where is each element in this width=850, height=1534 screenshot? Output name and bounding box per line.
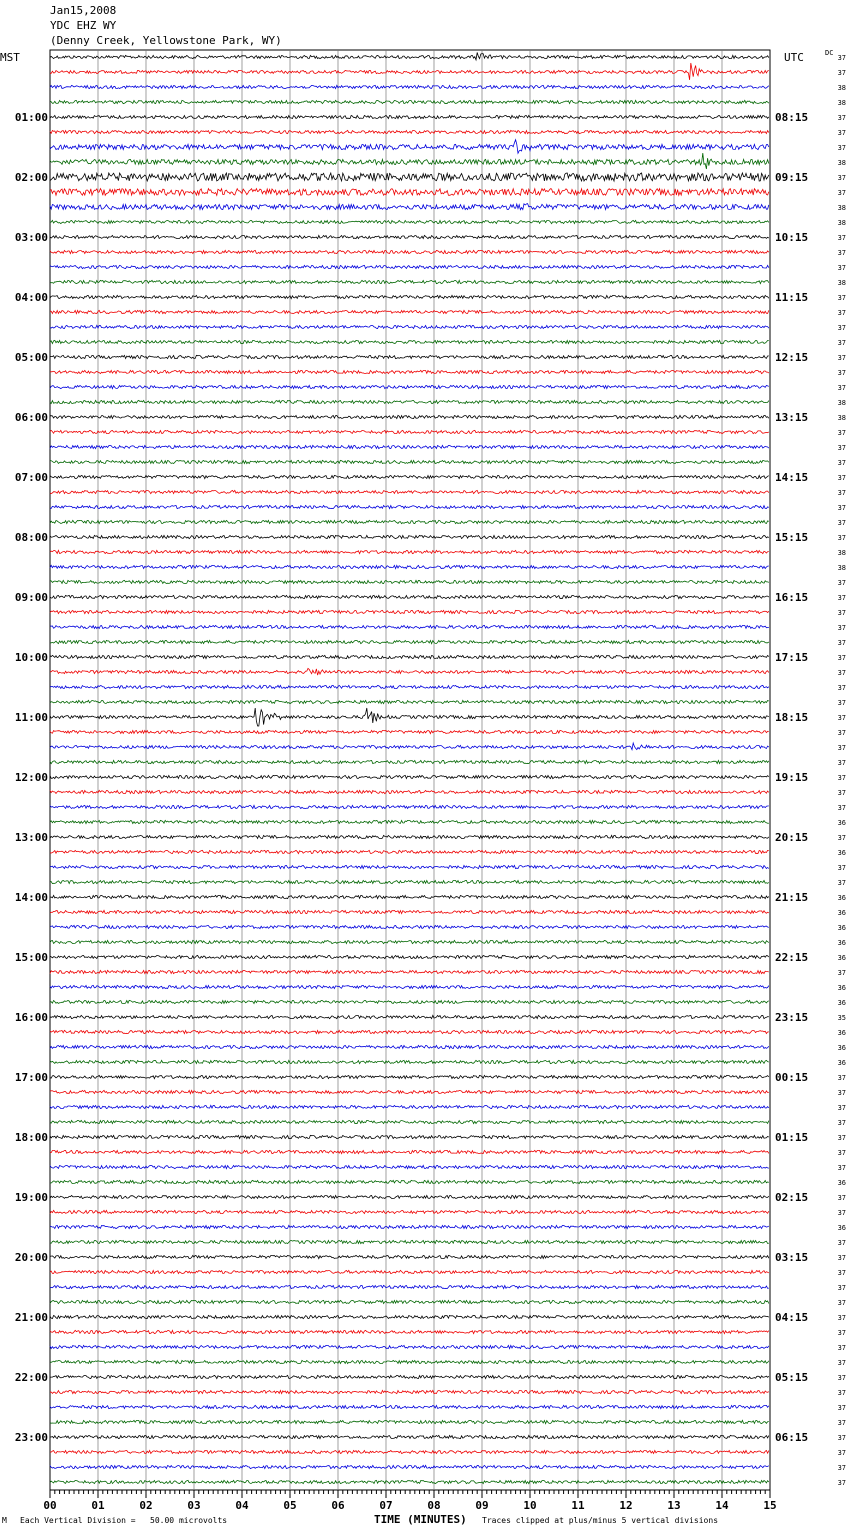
dc-offset-label: 38	[837, 414, 846, 422]
right-hour-label: 21:15	[775, 891, 809, 904]
right-hour-label: 02:15	[775, 1191, 809, 1204]
dc-offset-label: 37	[837, 1404, 846, 1412]
trace-line	[50, 1045, 769, 1048]
x-tick-label: 06	[331, 1499, 345, 1512]
dc-offset-label: 37	[837, 699, 846, 707]
trace-line	[50, 565, 769, 568]
dc-offset-label: 37	[837, 174, 846, 182]
dc-offset-label: 37	[837, 354, 846, 362]
left-hour-label: 19:00	[14, 1191, 48, 1204]
trace-line	[50, 1015, 769, 1018]
scale-note: Each Vertical Division = 50.00 microvolts	[20, 1516, 228, 1525]
station-code: YDC EHZ WY	[50, 19, 117, 32]
dc-offset-label: 37	[837, 69, 846, 77]
trace-line	[50, 1285, 769, 1288]
dc-offset-label: 37	[837, 114, 846, 122]
trace-line	[50, 415, 769, 418]
x-tick-label: 12	[619, 1499, 633, 1512]
trace-line	[50, 1390, 769, 1393]
trace-line	[50, 460, 769, 463]
trace-line	[50, 1000, 769, 1003]
dc-offset-label: 37	[837, 789, 846, 797]
x-tick-label: 02	[139, 1499, 153, 1512]
dc-offset-label: 37	[837, 759, 846, 767]
trace-line	[50, 910, 769, 913]
dc-offset-label: 36	[837, 1059, 846, 1067]
dc-offset-label: 37	[837, 774, 846, 782]
trace-line	[50, 1315, 769, 1318]
trace-line	[50, 1180, 769, 1183]
trace-line	[50, 115, 769, 118]
footer-mark: M	[2, 1516, 7, 1525]
right-hour-label: 15:15	[775, 531, 809, 544]
trace-line	[50, 850, 769, 853]
trace-line	[50, 265, 769, 268]
dc-offset-label: 37	[837, 639, 846, 647]
dc-offset-label: 37	[837, 309, 846, 317]
trace-line	[50, 730, 769, 733]
x-tick-label: 03	[187, 1499, 201, 1512]
left-hour-label: 23:00	[14, 1431, 48, 1444]
trace-line	[50, 1465, 769, 1468]
trace-line	[50, 100, 769, 103]
dc-offset-label: 37	[837, 429, 846, 437]
right-hour-label: 23:15	[775, 1011, 809, 1024]
right-timezone-label: UTC	[784, 51, 804, 64]
trace-line	[50, 250, 769, 253]
trace-line	[50, 445, 769, 448]
trace-line	[50, 895, 769, 898]
dc-offset-label: 37	[837, 129, 846, 137]
right-hour-label: 19:15	[775, 771, 809, 784]
right-hour-label: 09:15	[775, 171, 809, 184]
dc-column-label: DC	[825, 49, 834, 57]
dc-offset-label: 37	[837, 1464, 846, 1472]
left-hour-label: 16:00	[14, 1011, 48, 1024]
dc-offset-label: 37	[837, 519, 846, 527]
dc-offset-label: 37	[837, 1359, 846, 1367]
trace-line	[50, 1105, 769, 1108]
trace-line	[50, 668, 769, 675]
plot-frame	[50, 50, 770, 1490]
trace-line	[50, 310, 769, 313]
trace-line	[50, 580, 769, 583]
trace-line	[50, 1255, 769, 1258]
left-hour-label: 10:00	[14, 651, 48, 664]
trace-line	[50, 63, 769, 80]
trace-line	[50, 1450, 769, 1453]
trace-line	[50, 1135, 769, 1138]
trace-line	[50, 805, 769, 808]
dc-offset-label: 36	[837, 909, 846, 917]
dc-offset-label: 37	[837, 1089, 846, 1097]
right-hour-label: 11:15	[775, 291, 809, 304]
dc-offset-label: 37	[837, 1284, 846, 1292]
trace-line	[50, 550, 769, 553]
trace-line	[50, 655, 769, 658]
right-hour-label: 22:15	[775, 951, 809, 964]
dc-offset-label: 37	[837, 594, 846, 602]
dc-offset-label: 37	[837, 1344, 846, 1352]
left-hour-label: 17:00	[14, 1071, 48, 1084]
trace-line	[50, 743, 769, 750]
dc-offset-label: 37	[837, 1374, 846, 1382]
trace-line	[50, 1300, 769, 1303]
left-hour-label: 01:00	[14, 111, 48, 124]
dc-offset-label: 37	[837, 339, 846, 347]
dc-offset-label: 36	[837, 1044, 846, 1052]
trace-line	[50, 355, 769, 358]
trace-line	[50, 189, 769, 196]
trace-line	[50, 685, 769, 688]
trace-line	[50, 325, 769, 328]
dc-offset-label: 36	[837, 849, 846, 857]
left-hour-label: 11:00	[14, 711, 48, 724]
dc-offset-label: 37	[837, 384, 846, 392]
trace-line	[50, 940, 769, 943]
dc-offset-label: 37	[837, 834, 846, 842]
trace-line	[50, 1150, 769, 1153]
trace-line	[50, 1090, 769, 1093]
dc-offset-label: 37	[837, 609, 846, 617]
trace-line	[50, 490, 769, 493]
dc-offset-label: 37	[837, 144, 846, 152]
x-tick-label: 00	[43, 1499, 57, 1512]
trace-line	[50, 640, 769, 643]
trace-line	[50, 220, 769, 223]
x-tick-label: 14	[715, 1499, 729, 1512]
dc-offset-label: 36	[837, 1179, 846, 1187]
left-hour-label: 04:00	[14, 291, 48, 304]
dc-offset-label: 37	[837, 474, 846, 482]
right-hour-label: 20:15	[775, 831, 809, 844]
trace-line	[50, 708, 769, 726]
dc-offset-label: 37	[837, 534, 846, 542]
x-tick-label: 08	[427, 1499, 441, 1512]
dc-offset-label: 37	[837, 714, 846, 722]
x-axis-title: TIME (MINUTES)	[374, 1513, 467, 1526]
trace-line	[50, 130, 769, 133]
right-hour-label: 10:15	[775, 231, 809, 244]
dc-offset-label: 38	[837, 399, 846, 407]
trace-line	[50, 610, 769, 613]
trace-line	[50, 430, 769, 433]
trace-line	[50, 820, 769, 823]
trace-line	[50, 1120, 769, 1123]
trace-line	[50, 700, 769, 703]
trace-line	[50, 1240, 769, 1243]
right-hour-label: 17:15	[775, 651, 809, 664]
right-hour-label: 14:15	[775, 471, 809, 484]
left-hour-label: 21:00	[14, 1311, 48, 1324]
dc-offset-label: 37	[837, 624, 846, 632]
trace-line	[50, 385, 769, 388]
x-tick-label: 13	[667, 1499, 681, 1512]
trace-line	[50, 1405, 769, 1408]
left-hour-label: 13:00	[14, 831, 48, 844]
x-tick-label: 10	[523, 1499, 537, 1512]
dc-offset-label: 37	[837, 1329, 846, 1337]
clip-note: Traces clipped at plus/minus 5 vertical divisions	[482, 1516, 719, 1525]
dc-offset-label: 37	[837, 1209, 846, 1217]
trace-line	[50, 235, 769, 238]
right-hour-label: 18:15	[775, 711, 809, 724]
trace-line	[50, 140, 769, 154]
left-timezone-label: MST	[0, 51, 20, 64]
left-hour-label: 09:00	[14, 591, 48, 604]
dc-offset-label: 37	[837, 1479, 846, 1487]
left-hour-label: 20:00	[14, 1251, 48, 1264]
left-hour-label: 22:00	[14, 1371, 48, 1384]
dc-offset-label: 38	[837, 204, 846, 212]
right-hour-label: 05:15	[775, 1371, 809, 1384]
trace-line	[50, 1435, 769, 1438]
dc-offset-label: 37	[837, 744, 846, 752]
trace-line	[50, 173, 769, 181]
x-tick-label: 04	[235, 1499, 249, 1512]
trace-line	[50, 153, 769, 169]
dc-offset-label: 38	[837, 159, 846, 167]
right-hour-label: 16:15	[775, 591, 809, 604]
dc-offset-label: 37	[837, 1149, 846, 1157]
dc-offset-label: 36	[837, 894, 846, 902]
dc-offset-label: 35	[837, 1014, 846, 1022]
right-hour-label: 04:15	[775, 1311, 809, 1324]
dc-offset-label: 36	[837, 954, 846, 962]
dc-offset-label: 37	[837, 1269, 846, 1277]
left-hour-label: 02:00	[14, 171, 48, 184]
dc-offset-label: 37	[837, 1164, 846, 1172]
dc-offset-label: 37	[837, 669, 846, 677]
left-hour-label: 06:00	[14, 411, 48, 424]
left-hour-label: 14:00	[14, 891, 48, 904]
dc-offset-label: 37	[837, 1254, 846, 1262]
dc-offset-label: 37	[837, 369, 846, 377]
trace-line	[50, 1360, 769, 1363]
trace-line	[50, 775, 769, 778]
trace-line	[50, 1225, 769, 1228]
dc-offset-label: 37	[837, 684, 846, 692]
plot-date: Jan15,2008	[50, 4, 117, 17]
trace-line	[50, 505, 769, 508]
dc-offset-label: 37	[837, 189, 846, 197]
trace-line	[50, 1330, 769, 1333]
dc-offset-label: 37	[837, 504, 846, 512]
trace-line	[50, 1030, 769, 1033]
dc-offset-label: 37	[837, 249, 846, 257]
dc-offset-label: 37	[837, 1074, 846, 1082]
trace-line	[50, 790, 769, 793]
right-hour-label: 06:15	[775, 1431, 809, 1444]
left-hour-label: 05:00	[14, 351, 48, 364]
dc-offset-label: 37	[837, 294, 846, 302]
right-hour-label: 01:15	[775, 1131, 809, 1144]
trace-line	[50, 1270, 769, 1273]
dc-offset-label: 37	[837, 1134, 846, 1142]
dc-offset-label: 37	[837, 1194, 846, 1202]
dc-offset-label: 38	[837, 219, 846, 227]
trace-line	[50, 955, 769, 958]
trace-line	[50, 1375, 769, 1378]
trace-line	[50, 535, 769, 538]
dc-offset-label: 37	[837, 729, 846, 737]
dc-offset-label: 37	[837, 1449, 846, 1457]
left-hour-label: 12:00	[14, 771, 48, 784]
x-tick-label: 01	[91, 1499, 105, 1512]
trace-line	[50, 1480, 769, 1483]
dc-offset-label: 36	[837, 984, 846, 992]
dc-offset-label: 37	[837, 234, 846, 242]
trace-line	[50, 985, 769, 988]
left-hour-label: 15:00	[14, 951, 48, 964]
trace-line	[50, 1060, 769, 1063]
x-tick-label: 07	[379, 1499, 393, 1512]
right-hour-label: 00:15	[775, 1071, 809, 1084]
trace-line	[50, 520, 769, 523]
left-hour-label: 18:00	[14, 1131, 48, 1144]
dc-offset-label: 37	[837, 1314, 846, 1322]
x-tick-label: 15	[763, 1499, 777, 1512]
dc-offset-label: 37	[837, 54, 846, 62]
dc-offset-label: 38	[837, 279, 846, 287]
dc-offset-label: 37	[837, 879, 846, 887]
dc-offset-label: 37	[837, 1104, 846, 1112]
trace-line	[50, 340, 769, 343]
dc-offset-label: 37	[837, 1299, 846, 1307]
dc-offset-label: 37	[837, 579, 846, 587]
dc-offset-label: 37	[837, 1239, 846, 1247]
trace-line	[50, 53, 769, 60]
dc-offset-label: 36	[837, 1029, 846, 1037]
trace-line	[50, 880, 769, 883]
trace-line	[50, 1210, 769, 1213]
dc-offset-label: 37	[837, 264, 846, 272]
trace-line	[50, 835, 769, 838]
dc-offset-label: 37	[837, 864, 846, 872]
x-tick-label: 05	[283, 1499, 297, 1512]
dc-offset-label: 38	[837, 564, 846, 572]
dc-offset-label: 38	[837, 84, 846, 92]
right-hour-label: 12:15	[775, 351, 809, 364]
dc-offset-label: 37	[837, 969, 846, 977]
trace-line	[50, 475, 769, 478]
right-hour-label: 03:15	[775, 1251, 809, 1264]
trace-line	[50, 1195, 769, 1198]
dc-offset-label: 36	[837, 924, 846, 932]
trace-line	[50, 295, 769, 298]
trace-line	[50, 85, 769, 88]
trace-line	[50, 204, 769, 210]
dc-offset-label: 37	[837, 459, 846, 467]
x-tick-label: 11	[571, 1499, 585, 1512]
dc-offset-label: 37	[837, 324, 846, 332]
trace-line	[50, 400, 769, 403]
dc-offset-label: 36	[837, 1224, 846, 1232]
x-tick-label: 09	[475, 1499, 489, 1512]
right-hour-label: 13:15	[775, 411, 809, 424]
trace-line	[50, 370, 769, 373]
dc-offset-label: 36	[837, 939, 846, 947]
dc-offset-label: 37	[837, 444, 846, 452]
trace-line	[50, 925, 769, 928]
left-hour-label: 07:00	[14, 471, 48, 484]
trace-line	[50, 1165, 769, 1168]
trace-line	[50, 1345, 769, 1348]
trace-line	[50, 1420, 769, 1423]
left-hour-label: 03:00	[14, 231, 48, 244]
dc-offset-label: 37	[837, 1419, 846, 1427]
trace-line	[50, 1075, 769, 1078]
trace-line	[50, 865, 769, 868]
dc-offset-label: 36	[837, 999, 846, 1007]
station-location: (Denny Creek, Yellowstone Park, WY)	[50, 34, 282, 47]
trace-line	[50, 760, 769, 763]
trace-line	[50, 970, 769, 973]
left-hour-label: 08:00	[14, 531, 48, 544]
dc-offset-label: 36	[837, 819, 846, 827]
trace-line	[50, 595, 769, 598]
dc-offset-label: 37	[837, 489, 846, 497]
trace-line	[50, 625, 769, 628]
right-hour-label: 08:15	[775, 111, 809, 124]
dc-offset-label: 37	[837, 654, 846, 662]
dc-offset-label: 37	[837, 804, 846, 812]
dc-offset-label: 38	[837, 549, 846, 557]
dc-offset-label: 37	[837, 1389, 846, 1397]
dc-offset-label: 37	[837, 1119, 846, 1127]
dc-offset-label: 37	[837, 1434, 846, 1442]
trace-line	[50, 280, 769, 283]
dc-offset-label: 38	[837, 99, 846, 107]
